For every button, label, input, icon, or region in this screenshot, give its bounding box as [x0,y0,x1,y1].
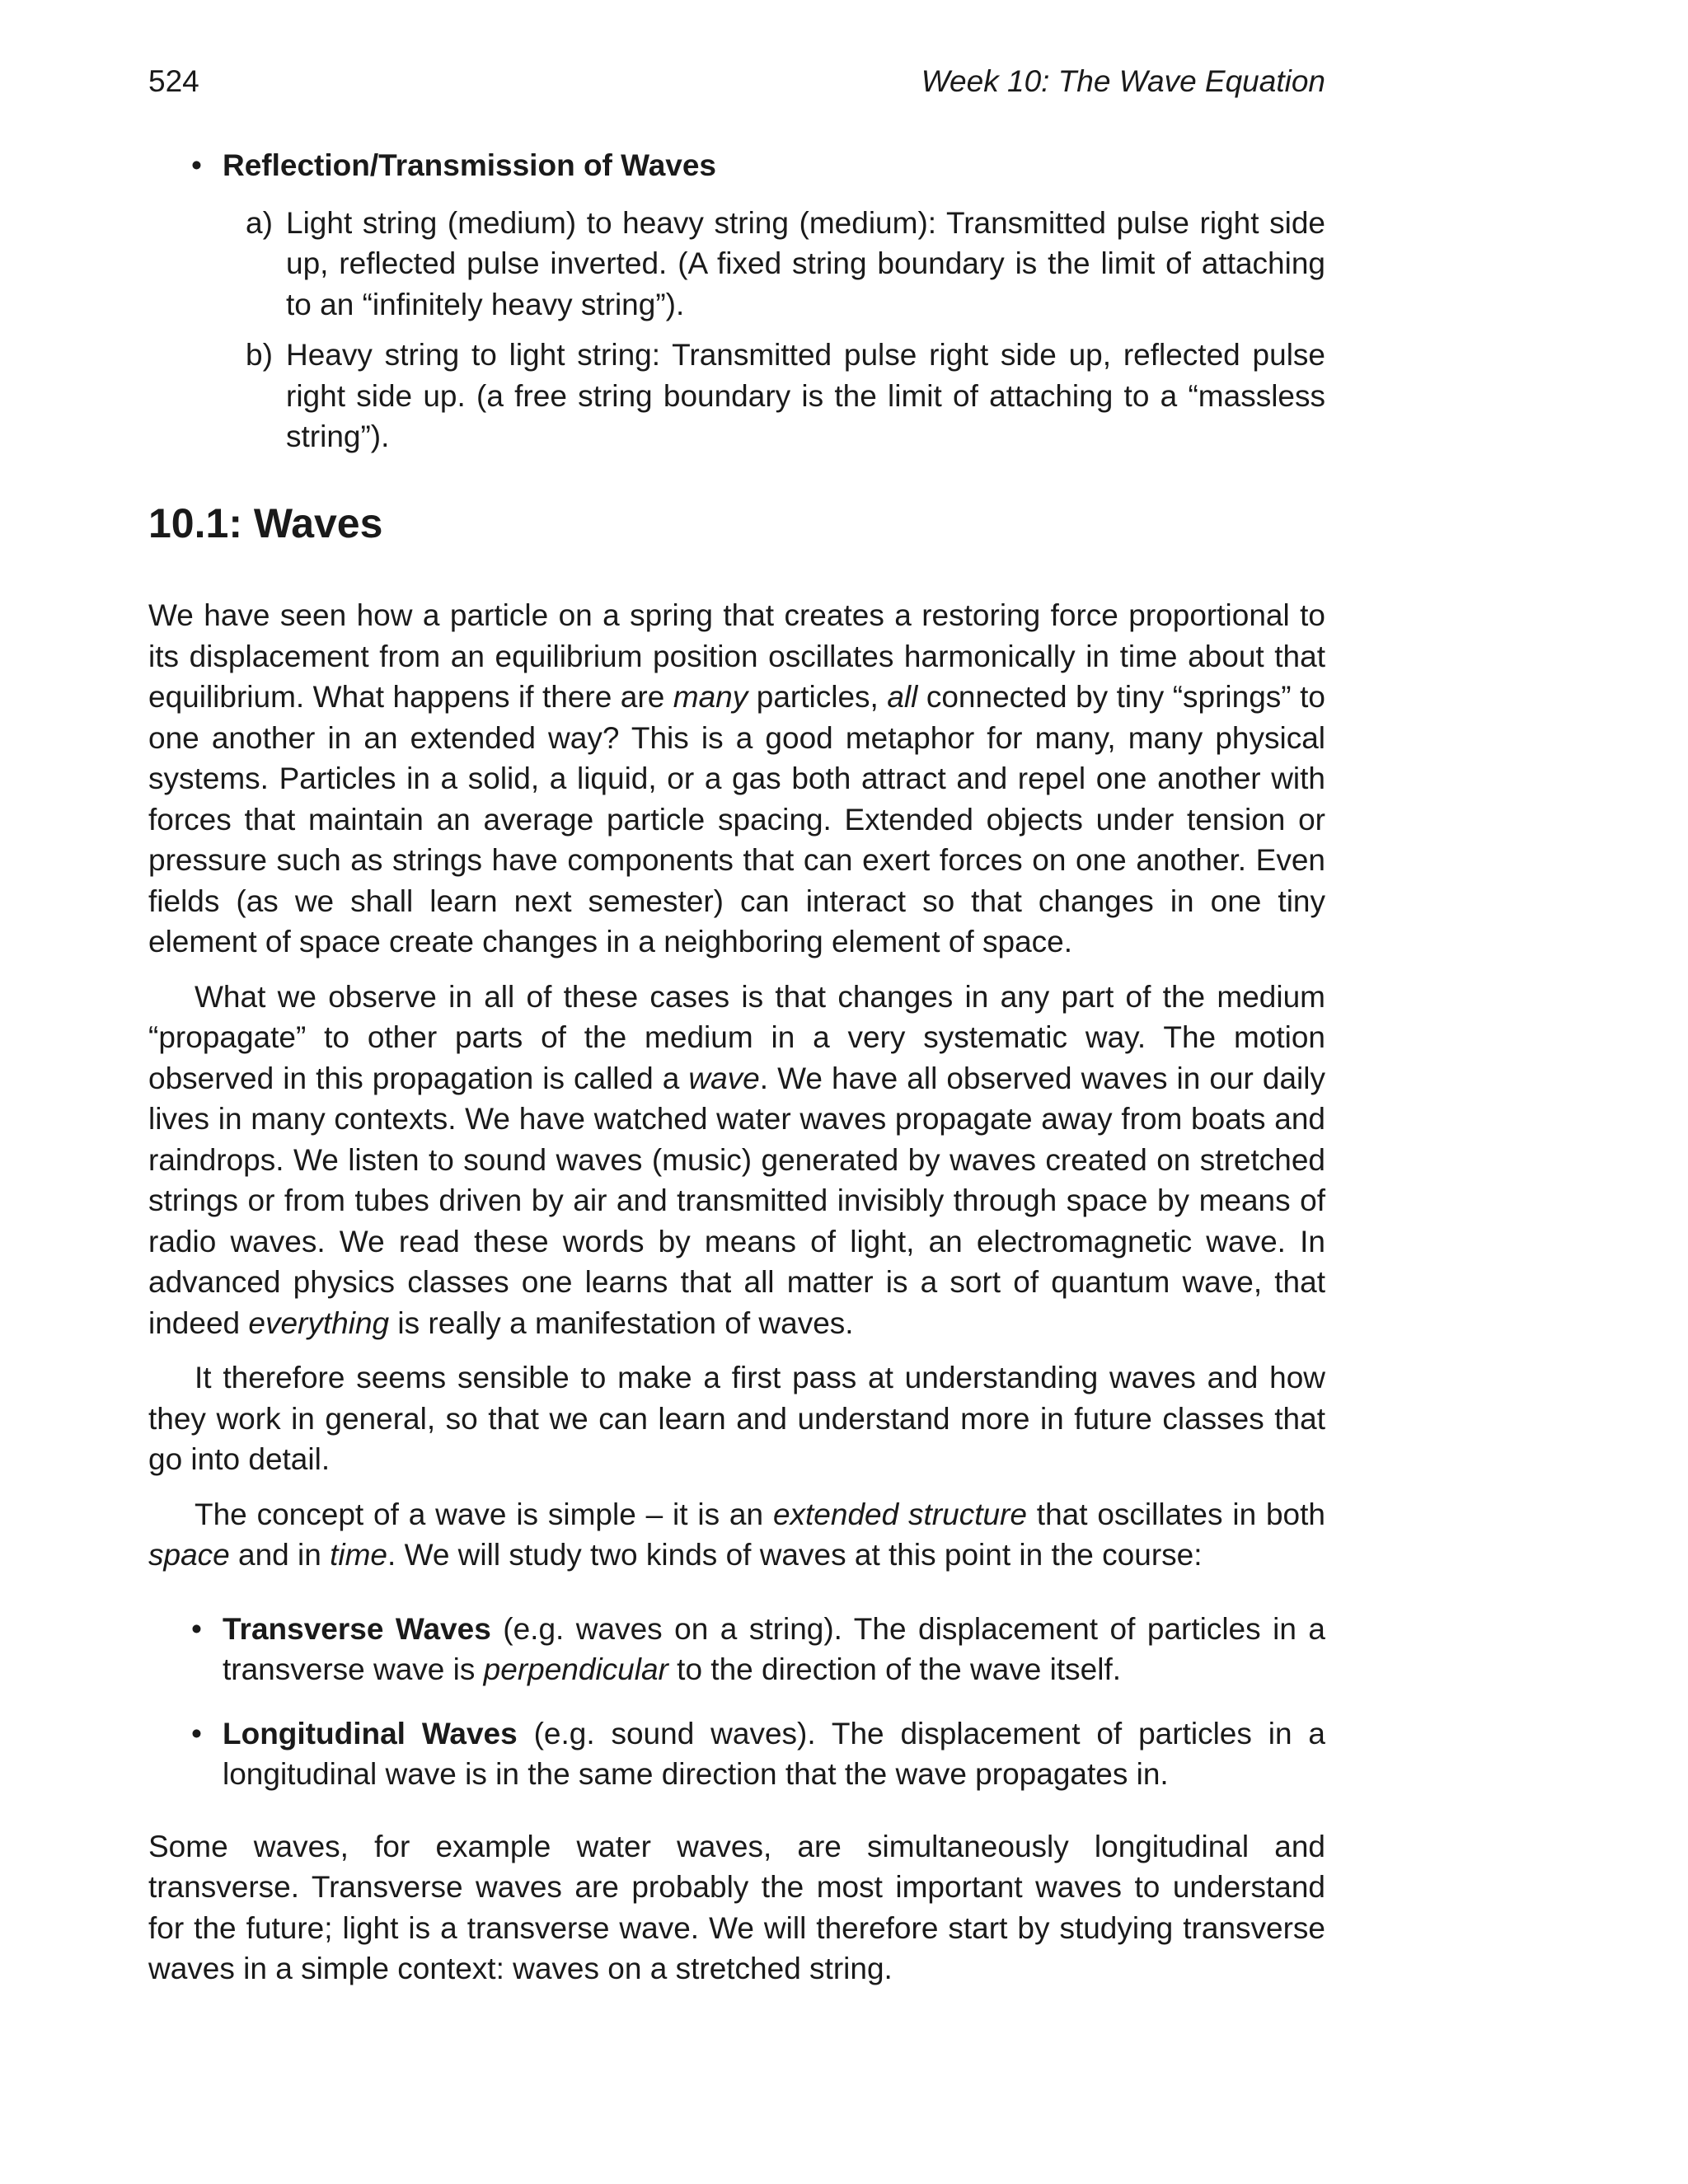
wave-type-text-2: to the direction of the wave itself. [668,1652,1122,1686]
emphasis-wave: wave [688,1061,760,1095]
sublist-marker-b: b) [246,338,273,372]
paragraph-4 [148,1494,1325,1576]
emphasis-many: many [673,680,748,714]
emphasis-everything: everything [248,1305,390,1340]
section-body [148,595,1325,2004]
paragraph-5-text-1: Some waves, for example water waves, are simultaneously longitudinal and transverse. Transverse waves are probably the most important waves to understand for the future; light is a transverse wave. We will therefore start by studying transverse waves in a simple context: waves on a stretched string. [148,1829,1325,1985]
paragraph-2-text-3: is really a manifestation of waves. [389,1305,854,1340]
paragraph-1-text-3: connected by tiny “springs” to one another in an extended way? This is a good metaphor for many, many physical systems. Particles in a solid, a liquid, or a gas both attract and repel one another with forces that maintain an average particle spacing. Extended objects under tension or pressure such as strings have components that can exert forces on one another. Even fields (as we shall learn next semester) can interact so that changes in one tiny element of space create changes in a neighboring element of space. [148,680,1325,958]
paragraph-2-text-2: . We have all observed waves in our daily lives in many contexts. We have watched water waves propagate away from boats and raindrops. We listen to sound waves (music) generated by waves created on stretched strings or from tubes driven by air and transmitted invisibly through space by means of radio waves. We read these words by means of light, an electromagnetic wave. In advanced physics classes one learns that all matter is a sort of quantum wave, that indeed [148,1061,1325,1340]
paragraph-3-text-1: It therefore seems sensible to make a first pass at understanding waves and how they work in general, so that we can learn and understand more in future classes that go into detail. [148,1361,1325,1476]
page-number: 524 [148,64,199,98]
wave-type-text-1: (e.g. sound waves). The displacement of particles in a longitudinal wave is in the same direction that the wave propagates in. [223,1716,1325,1791]
sublist-item-a [148,203,1325,326]
paragraph-4-text-3: and in [229,1538,331,1572]
paragraph-4-text-2: that oscillates in both [1026,1497,1325,1531]
running-title: Week 10: The Wave Equation [921,64,1325,98]
section-heading: 10.1: Waves [148,500,383,546]
paragraph-4-text-4: . We will study two kinds of waves at this point in the course: [387,1538,1203,1572]
sublist-text-a: Light string (medium) to heavy string (medium): Transmitted pulse right side up, reflected pulse inverted. (A fixed string boundary is the limit of attaching to an “infinitely heavy string”). [286,205,1325,321]
wave-type-name: Longitudinal Waves [223,1716,518,1750]
paragraph-2-text-1: What we observe in all of these cases is that changes in any part of the medium “propagate” to other parts of the medium in a very systematic way. The motion observed in this propagation is called a [148,979,1325,1095]
wave-type-longitudinal [148,1713,1325,1795]
reflection-sublist [148,203,1325,457]
emphasis-space: space [148,1538,230,1572]
paragraph-1 [148,595,1325,963]
paragraph-1-text-1: We have seen how a particle on a spring that creates a restoring force proportional to its displacement from an equilibrium position oscillates harmonically in time about that equilibrium. What happens if there are [148,598,1325,714]
paragraph-3 [148,1357,1325,1480]
reflection-title: Reflection/Transmission of Waves [223,148,717,182]
wave-type-text-1: (e.g. waves on a string). The displacement of particles in a transverse wave is [223,1611,1325,1686]
paragraph-2 [148,977,1325,1344]
wave-type-name: Transverse Waves [223,1611,491,1646]
sublist-item-b [148,335,1325,457]
sublist-marker-a: a) [246,205,273,240]
emphasis-perpendicular: perpendicular [483,1652,668,1686]
wave-type-transverse [148,1609,1325,1690]
bullet-icon: • [191,1716,202,1750]
bullet-icon: • [191,1611,202,1646]
bullet-icon: • [191,148,202,182]
paragraph-4-text-1: The concept of a wave is simple – it is an [195,1497,773,1531]
paragraph-1-text-2: particles, [748,680,888,714]
emphasis-all: all [887,680,918,714]
sublist-text-b: Heavy string to light string: Transmitted pulse right side up, reflected pulse right side up. (a free string boundary is the limit of attaching to a “massless string”). [286,338,1325,453]
reflection-bullet-item [148,145,1325,186]
reflection-transmission-list [148,145,1325,467]
emphasis-extended-structure: extended structure [772,1497,1027,1531]
running-header [148,61,1325,102]
wave-types-list [148,1609,1325,1795]
emphasis-time: time [330,1538,388,1572]
paragraph-5 [148,1826,1325,1990]
